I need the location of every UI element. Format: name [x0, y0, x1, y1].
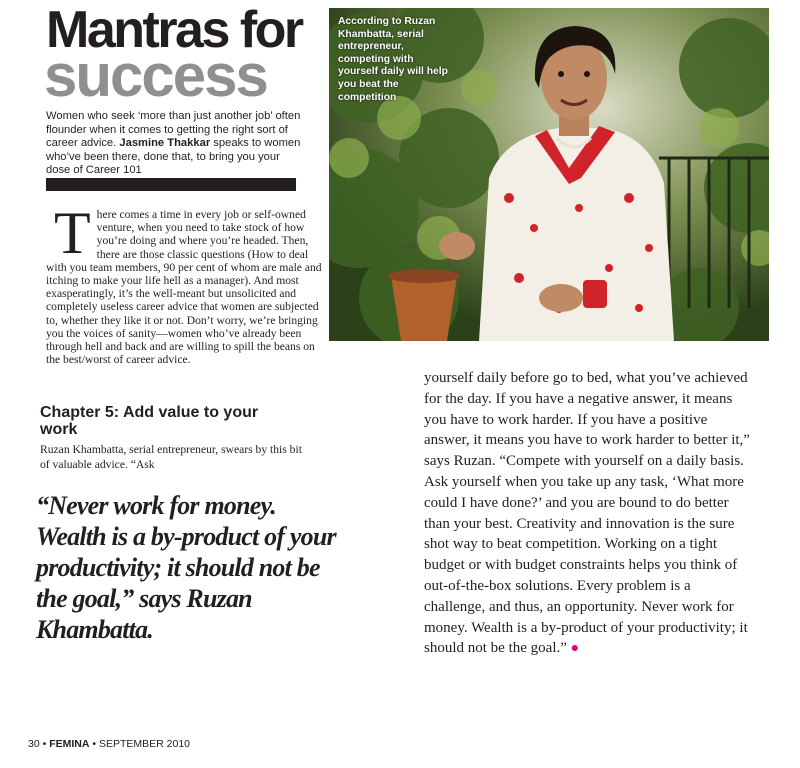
page-footer: 30 • FEMINA • SEPTEMBER 2010 [28, 738, 191, 750]
headline-line2: success [44, 42, 267, 109]
drop-cap: T [54, 200, 91, 266]
article-intro-paragraph [46, 200, 322, 367]
headline-line1: Mantras for [46, 1, 302, 59]
intro-deck [46, 110, 306, 178]
chapter-heading: Chapter 5: Add value to your work [40, 404, 259, 438]
chapter-lead-text: Ruzan Khambatta, serial entrepreneur, swears by this bit of valuable advice. “Ask [40, 443, 302, 471]
black-divider-bar [46, 178, 296, 191]
issue-date: SEPTEMBER 2010 [98, 738, 191, 750]
continuation-text: yourself daily before go to bed, what you’ve achieved for the day. If you have a negative answer, it means you have to work harder. If you have a positive answer, it means you have to work harder to better it,” says Ruzan. “Compete with yourself on a daily basis. Ask yourself when you take up any task, ‘What more could I have done?’ and you are bound to do better than your best. Creativity and innovation is the sure shot way to beat competition. Working on a tight budget or with budget constraints helps you think of out-of-the-box solutions. Every problem is a challenge, and thus, an opportunity. Never work for money. Wealth is a by-product of your productivity; it should not be the goal.” [424, 370, 750, 657]
deck-text-before: Women who seek ‘more than just another job’ often flounder when it comes to getting the right sort of career advice. [46, 110, 301, 150]
end-mark-dot-icon: ● [570, 641, 580, 657]
magazine-name: FEMINA [49, 738, 90, 750]
article-continuation [424, 368, 754, 660]
page-number: 30 [28, 738, 40, 750]
pull-quote: “Never work for money. Wealth is a by-product of your productivity; it should not be the goal,” says Ruzan Khambatta. [36, 491, 336, 644]
intro-body-text: here comes a time in every job or self-owned venture, when you need to take stock of how you’re doing and where you’re headed. Then, there are those classic questions (How to deal with you team members, 90 per cent of whom are male and itching to make your life hell as a manager). And most exasperatingly, it’s the well-meant but unsolicited and completely useless career advice that women are subjected to, whether they like it or not. Don’t worry, we’re bringing you the voices of sanity—women who’ve already been through hell and back and are willing to spill the beans on the best/worst of career advice. [46, 208, 322, 367]
deck-text-after: speaks to women who’ve been there, done that, to bring you your dose of Career 101 [46, 137, 301, 177]
photo-caption: According to Ruzan Khambatta, serial entrepreneur, competing with yourself daily will help you beat the competition [338, 16, 448, 103]
deck-author: Jasmine Thakkar [119, 137, 211, 150]
